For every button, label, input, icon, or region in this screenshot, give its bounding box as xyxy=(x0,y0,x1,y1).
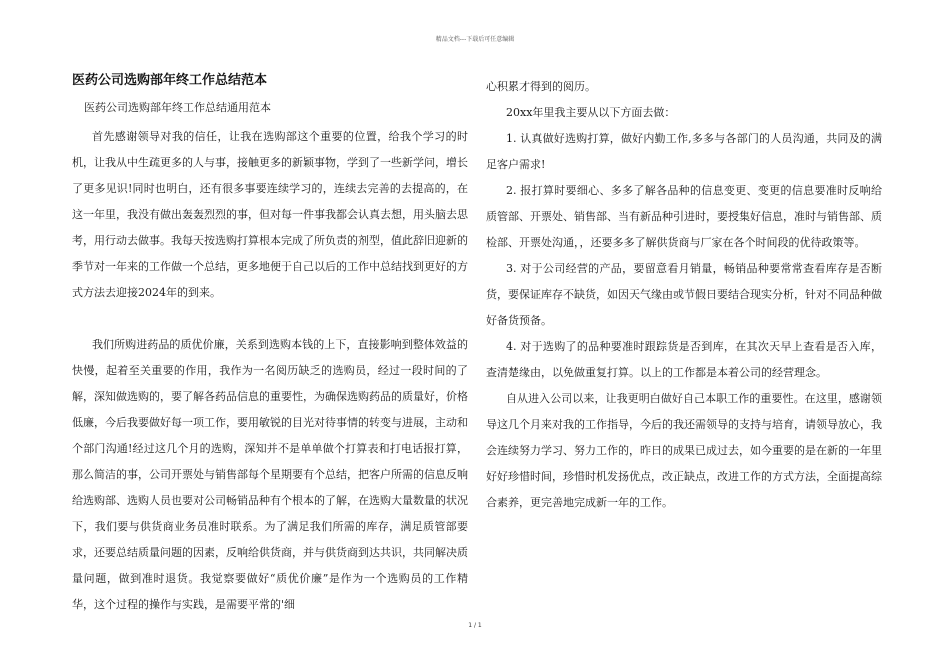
paragraph-spacer xyxy=(72,306,468,332)
list-item-1: 1. 认真做好选购打算，做好内勤工作,多多与各部门的人员沟通，共同及的满足客户需求! xyxy=(486,132,882,171)
paragraph-intro: 首先感谢领导对我的信任，让我在选购部这个重要的位置，给我个学习的时机，让我从中生疏更多的人与事，接触更多的新颖事物，学到了一些新学问，增长了更多见识!同时也明白，还有很多事要连续学习的，连续去完善的去提高的，在这一年里，我没有做出轰轰烈烈的事，但对每一件事我都会认真去想，用头脑去思考，用行动去做事。我每天按选购打算根本完成了所负责的剂型，值此辞旧迎新的季节对一年来的工作做一个总结，更多地便于自己以后的工作中总结找到更好的方式方法去迎接2024年的到来。 xyxy=(72,130,468,299)
left-column xyxy=(72,72,468,618)
paragraph-closing: 自从进入公司以来，让我更明白做好自己本职工作的重要性。在这里，感谢领导这几个月来对我的工作指导，今后的我还需领导的支持与培育，请领导放心，我会连续努力学习、努力工作的，昨日的成果已成过去，如今重要的是在新的一年里好好珍惜时间，珍惜时机发扬优点，改正缺点，改进工作的方式方法，全面提高综合素养，更完善地完成新一年的工作。 xyxy=(486,392,882,509)
list-item-4: 4. 对于选购了的品种要准时跟踪货是否到库，在其次天早上查看是否入库，查清楚缘由，以免做重复打算。以上的工作都是本着公司的经营理念。 xyxy=(486,340,882,379)
page-number: 1 / 1 xyxy=(468,622,482,629)
right-column xyxy=(486,74,882,516)
document-title: 医药公司选购部年终工作总结范本 xyxy=(72,73,268,88)
list-item-3: 3. 对于公司经营的产品，要留意看月销量，畅销品种要常常查看库存是否断货，要保证库存不缺货，如因天气缘由或节假日要结合现实分析，针对不同品种做好备货预备。 xyxy=(486,262,882,327)
paragraph-continuation: 心积累才得到的阅历。 xyxy=(486,80,596,93)
page-header-note: 精品文档---下载后可任意编辑 xyxy=(435,36,515,43)
document-subtitle: 医药公司选购部年终工作总结通用范本 xyxy=(84,101,271,114)
paragraph-aspects-heading: 20xx年里我主要从以下方面去做： xyxy=(506,106,676,119)
paragraph-procurement: 我们所购进药品的质优价廉，关系到选购本钱的上下，直接影响到整体效益的快慢，起着至关重要的作用，我作为一名阅历缺乏的选购员，经过一段时间的了解，深知做选购的，要了解各药品信息的重要性，为确保选购药品的质量好，价格低廉，今后我要做好每一项工作，要用敏锐的目光对待事情的转变与进展，主动和个部门沟通!经过这几个月的选购，深知并不是单单做个打算表和打电话报打算，那么简洁的事，公司开票处与销售部每个星期要有个总结，把客户所需的信息反响给选购部、选购人员也要对公司畅销品种有个根本的了解，在选购大量数量的状况下，我们要与供货商业务员准时联系。为了满足我们所需的库存，满足质管部要求，还要总结质量问题的因素，反响给供货商，并与供货商到达共识，共同解决质量问题，做到准时退货。我觉察要做好“质优价廉”是作为一个选购员的工作精华，这个过程的操作与实践，是需要平常的'细 xyxy=(72,338,468,611)
list-item-2: 2. 报打算时要细心、多多了解各品种的信息变更、变更的信息要准时反响给质管部、开票处、销售部、当有新品种引进时，要授集好信息，准时与销售部、质检部、开票处沟通，，还要多多了解供货商与厂家在各个时间段的优待政策等。 xyxy=(486,184,882,249)
